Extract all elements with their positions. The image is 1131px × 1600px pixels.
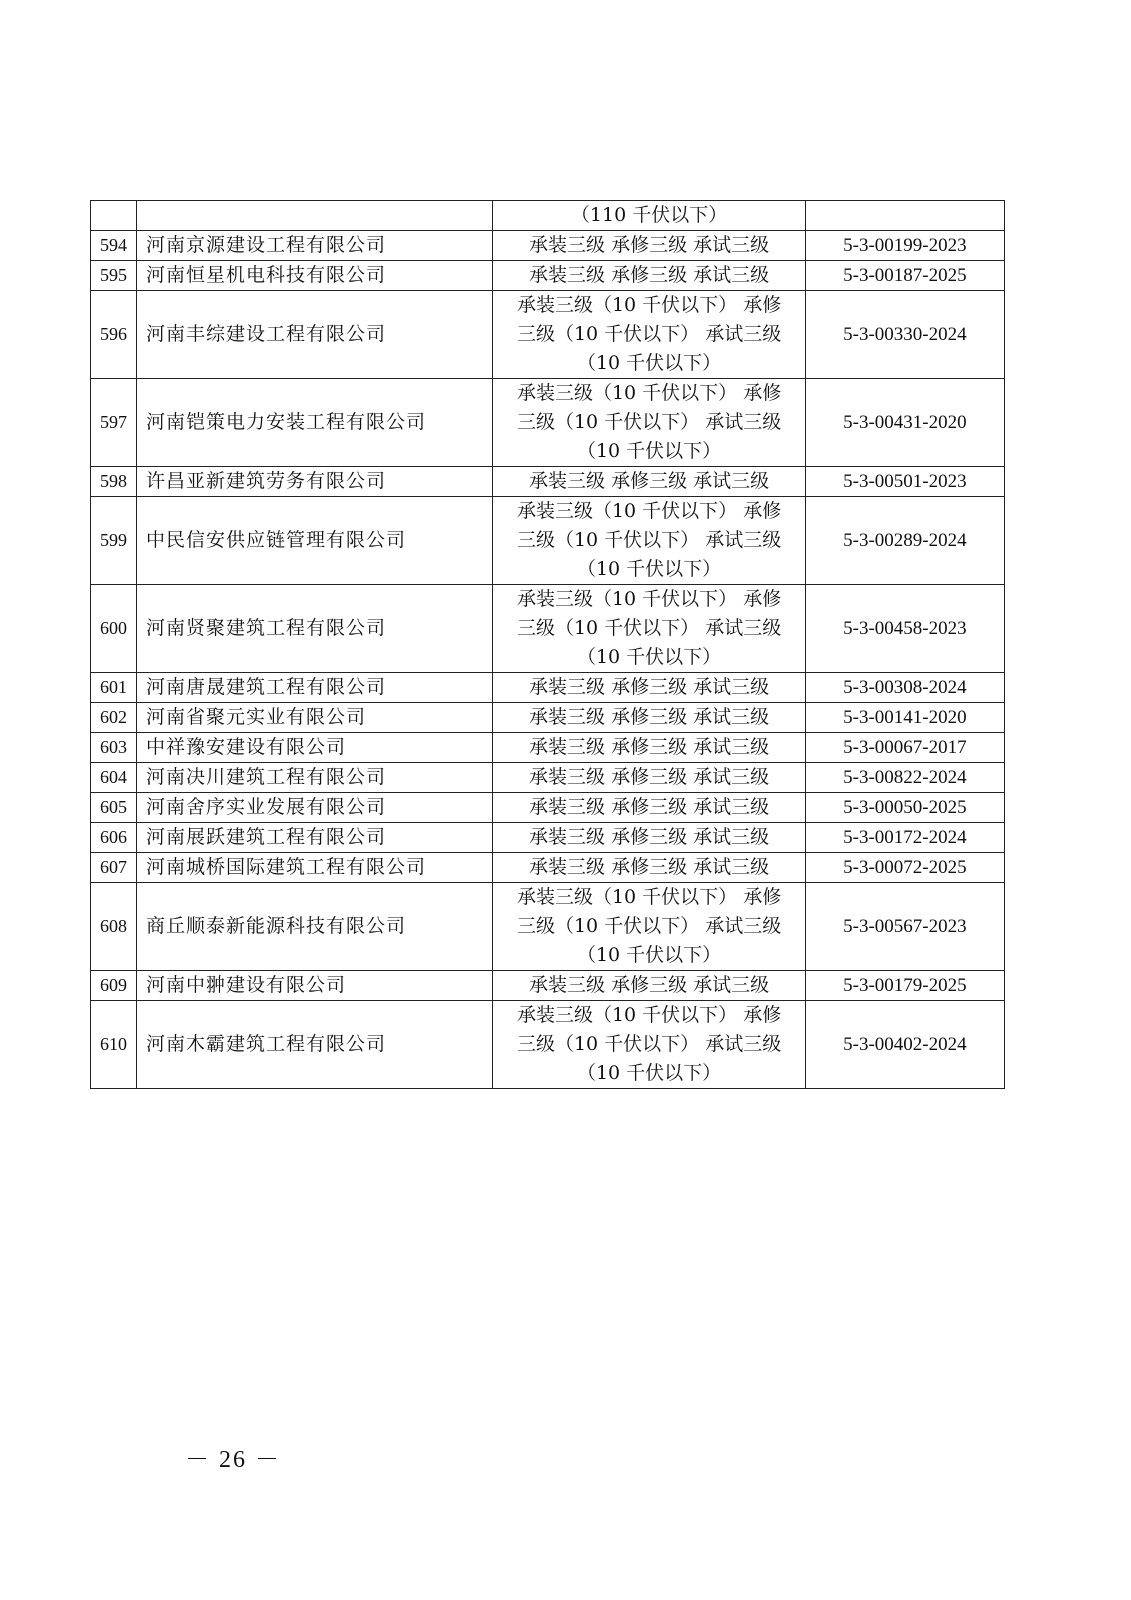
company-name: 河南展跃建筑工程有限公司	[137, 823, 493, 853]
row-number: 602	[91, 703, 137, 733]
license-code: 5-3-00289-2024	[805, 497, 1004, 585]
license-scope-line: 承装三级（10 千伏以下） 承修	[516, 382, 782, 404]
license-scope-line: 三级（10 千伏以下） 承试三级	[516, 411, 782, 433]
company-name: 河南唐晟建筑工程有限公司	[137, 673, 493, 703]
license-code: 5-3-00330-2024	[805, 291, 1004, 379]
table-row	[91, 201, 1005, 231]
license-code: 5-3-00308-2024	[805, 673, 1004, 703]
row-number: 610	[91, 1001, 137, 1089]
license-scope-line: （10 千伏以下）	[576, 646, 722, 668]
table-row	[91, 883, 1005, 971]
row-number: 597	[91, 379, 137, 467]
row-number: 608	[91, 883, 137, 971]
license-code: 5-3-00567-2023	[805, 883, 1004, 971]
license-scope	[493, 823, 805, 853]
license-scope-line: 三级（10 千伏以下） 承试三级	[516, 1033, 782, 1055]
license-scope	[493, 585, 805, 673]
license-scope-line: 承装三级 承修三级 承试三级	[529, 856, 770, 878]
company-name: 河南铠策电力安装工程有限公司	[137, 379, 493, 467]
license-scope-line: （110 千伏以下）	[570, 204, 728, 226]
license-scope-line: 承装三级 承修三级 承试三级	[529, 264, 770, 286]
license-scope	[493, 883, 805, 971]
row-number: 609	[91, 971, 137, 1001]
row-number: 607	[91, 853, 137, 883]
license-code: 5-3-00067-2017	[805, 733, 1004, 763]
license-code: 5-3-00072-2025	[805, 853, 1004, 883]
license-scope	[493, 733, 805, 763]
table-row	[91, 673, 1005, 703]
license-scope-line: 承装三级 承修三级 承试三级	[529, 470, 770, 492]
table-row	[91, 231, 1005, 261]
company-name: 河南丰综建设工程有限公司	[137, 291, 493, 379]
license-scope-line: 承装三级 承修三级 承试三级	[529, 766, 770, 788]
license-scope	[493, 971, 805, 1001]
license-scope-line: 承装三级（10 千伏以下） 承修	[516, 500, 782, 522]
license-scope	[493, 201, 805, 231]
company-name: 河南中翀建设有限公司	[137, 971, 493, 1001]
license-code: 5-3-00458-2023	[805, 585, 1004, 673]
license-code: 5-3-00179-2025	[805, 971, 1004, 1001]
table-row	[91, 585, 1005, 673]
license-scope-line: 承装三级（10 千伏以下） 承修	[516, 294, 782, 316]
license-code: 5-3-00501-2023	[805, 467, 1004, 497]
license-code: 5-3-00050-2025	[805, 793, 1004, 823]
company-name: 河南省聚元实业有限公司	[137, 703, 493, 733]
license-scope	[493, 673, 805, 703]
license-scope-line: 承装三级（10 千伏以下） 承修	[516, 886, 782, 908]
row-number: 594	[91, 231, 137, 261]
company-name: 河南木霸建筑工程有限公司	[137, 1001, 493, 1089]
row-number: 604	[91, 763, 137, 793]
company-name	[137, 201, 493, 231]
company-name: 河南恒星机电科技有限公司	[137, 261, 493, 291]
table-row	[91, 497, 1005, 585]
license-scope	[493, 261, 805, 291]
license-scope	[493, 497, 805, 585]
row-number: 606	[91, 823, 137, 853]
license-scope	[493, 703, 805, 733]
table-row	[91, 823, 1005, 853]
license-scope	[493, 763, 805, 793]
row-number: 601	[91, 673, 137, 703]
license-scope	[493, 793, 805, 823]
company-name: 许昌亚新建筑劳务有限公司	[137, 467, 493, 497]
license-scope-line: 承装三级 承修三级 承试三级	[529, 796, 770, 818]
row-number: 603	[91, 733, 137, 763]
license-code: 5-3-00187-2025	[805, 261, 1004, 291]
license-scope-line: 承装三级 承修三级 承试三级	[529, 676, 770, 698]
license-scope-line: 承装三级 承修三级 承试三级	[529, 736, 770, 758]
table-body	[91, 201, 1005, 1089]
license-code: 5-3-00141-2020	[805, 703, 1004, 733]
page-number: － 26 －	[185, 1447, 281, 1473]
row-number: 600	[91, 585, 137, 673]
company-name: 河南京源建设工程有限公司	[137, 231, 493, 261]
company-name: 商丘顺泰新能源科技有限公司	[137, 883, 493, 971]
license-scope-line: 承装三级（10 千伏以下） 承修	[516, 1004, 782, 1026]
table-row	[91, 853, 1005, 883]
table-row	[91, 379, 1005, 467]
table-row	[91, 763, 1005, 793]
license-code	[805, 201, 1004, 231]
company-name: 河南贤聚建筑工程有限公司	[137, 585, 493, 673]
company-name: 中祥豫安建设有限公司	[137, 733, 493, 763]
license-scope	[493, 1001, 805, 1089]
table-row	[91, 793, 1005, 823]
row-number: 598	[91, 467, 137, 497]
license-code: 5-3-00402-2024	[805, 1001, 1004, 1089]
license-scope-line: 承装三级 承修三级 承试三级	[529, 706, 770, 728]
company-name: 河南城桥国际建筑工程有限公司	[137, 853, 493, 883]
license-scope-line: 承装三级（10 千伏以下） 承修	[516, 588, 782, 610]
table-row	[91, 703, 1005, 733]
license-scope-line: 三级（10 千伏以下） 承试三级	[516, 915, 782, 937]
license-scope	[493, 853, 805, 883]
company-name: 河南决川建筑工程有限公司	[137, 763, 493, 793]
license-scope	[493, 291, 805, 379]
company-name: 中民信安供应链管理有限公司	[137, 497, 493, 585]
table-row	[91, 467, 1005, 497]
license-scope-line: 承装三级 承修三级 承试三级	[529, 826, 770, 848]
table-row	[91, 733, 1005, 763]
license-code: 5-3-00199-2023	[805, 231, 1004, 261]
row-number: 596	[91, 291, 137, 379]
license-code: 5-3-00822-2024	[805, 763, 1004, 793]
license-code: 5-3-00431-2020	[805, 379, 1004, 467]
license-scope-line: 承装三级 承修三级 承试三级	[529, 974, 770, 996]
table-row	[91, 261, 1005, 291]
row-number: 599	[91, 497, 137, 585]
row-number: 605	[91, 793, 137, 823]
license-code: 5-3-00172-2024	[805, 823, 1004, 853]
license-scope-line: 三级（10 千伏以下） 承试三级	[516, 529, 782, 551]
license-scope-line: 承装三级 承修三级 承试三级	[529, 234, 770, 256]
license-scope-line: （10 千伏以下）	[576, 352, 722, 374]
qualification-table	[90, 200, 1005, 1089]
table-row	[91, 1001, 1005, 1089]
license-scope	[493, 379, 805, 467]
license-scope	[493, 231, 805, 261]
company-name: 河南舍序实业发展有限公司	[137, 793, 493, 823]
license-scope-line: （10 千伏以下）	[576, 558, 722, 580]
row-number	[91, 201, 137, 231]
license-scope-line: （10 千伏以下）	[576, 1062, 722, 1084]
license-scope	[493, 467, 805, 497]
row-number: 595	[91, 261, 137, 291]
table-row	[91, 291, 1005, 379]
license-scope-line: （10 千伏以下）	[576, 440, 722, 462]
license-scope-line: 三级（10 千伏以下） 承试三级	[516, 617, 782, 639]
table-row	[91, 971, 1005, 1001]
license-scope-line: 三级（10 千伏以下） 承试三级	[516, 323, 782, 345]
license-scope-line: （10 千伏以下）	[576, 944, 722, 966]
